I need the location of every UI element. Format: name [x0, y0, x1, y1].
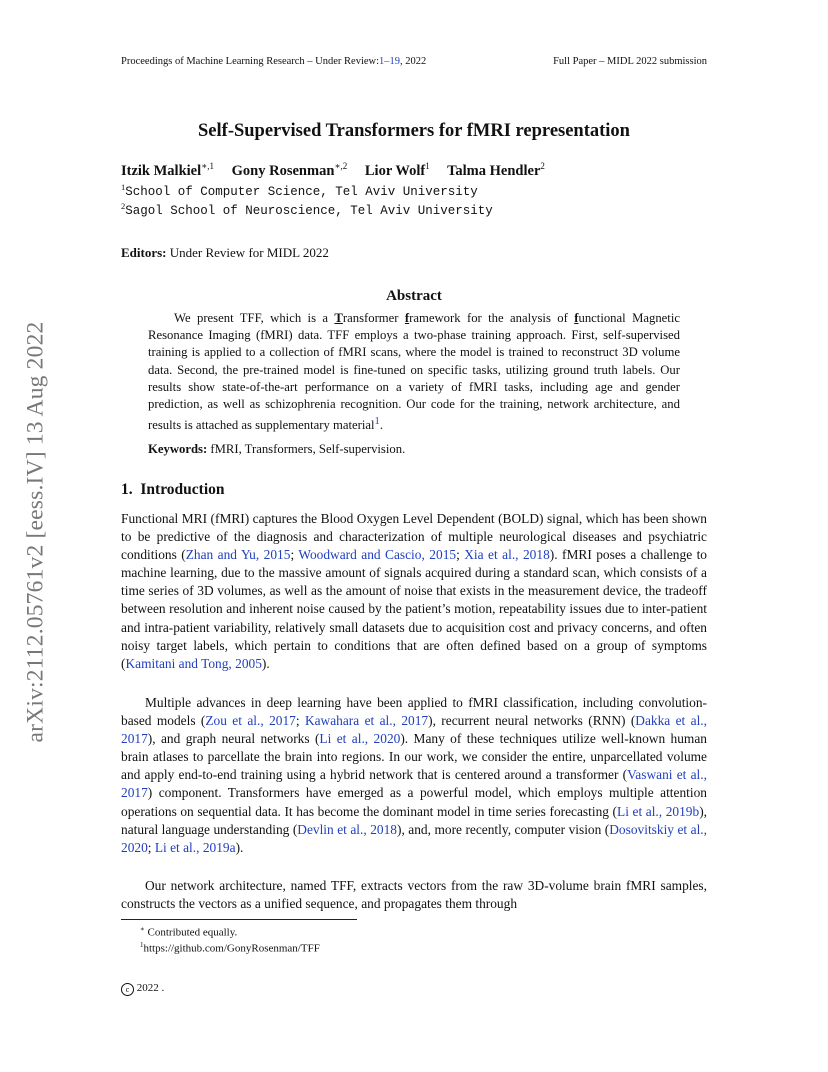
citation-link[interactable]: Woodward and Cascio, 2015: [298, 547, 457, 563]
affiliation-2: $^2$Sagol School of Neuroscience, Tel Aviv University: [121, 201, 493, 219]
intro-paragraph-1: Functional MRI (fMRI) captures the Blood Oxygen Level Dependent (BOLD) signal, which has been shown to be predictive of the diagnosis and characterization of multiple neurological diseases and psychiatric conditions (Zhan and Yu, 2015; Woodward and Cascio, 2015; Xia et al., 2018). fMRI poses a challenge to machine learning, due to the massive amount of signals acquired during a standard scan, which consists of a time series of 3D volumes, as well as the amount of noise that exists in the measurement device, the tradeoff between resolution and inherent noise caused by the patient’s motion, repeatability issues due to inter-patient and intra-patient variability, relatively small datasets due to acquisition cost and privacy concerns, and often noisy target labels, which pertain to conditions that are often defined based on a group of symptoms (Kamitani and Tong, 2005).: [121, 511, 707, 671]
abstract-heading: Abstract: [386, 288, 442, 304]
arxiv-stamp: arXiv:2112.05761v2 [eess.IV] 13 Aug 2022: [22, 321, 49, 743]
footnote-ref[interactable]: 1: [374, 416, 380, 428]
author-name: Talma Hendler: [447, 162, 541, 179]
page-range-link[interactable]: 1–19: [379, 56, 401, 67]
footnote-url[interactable]: https://github.com/GonyRosenman/TFF: [143, 942, 320, 955]
section-heading: 1. Introduction: [121, 481, 225, 498]
editors-line: Editors: Under Review for MIDL 2022: [121, 245, 329, 260]
citation-link[interactable]: Xia et al., 2018: [464, 547, 550, 563]
citation-link[interactable]: Li et al., 2019b: [617, 803, 700, 819]
copyright-line: c 2022 .: [121, 982, 164, 996]
citation-link[interactable]: Zou et al., 2017: [205, 713, 296, 729]
citation-link[interactable]: Kawahara et al., 2017: [304, 713, 429, 729]
citation-link[interactable]: Kamitani and Tong, 2005: [125, 655, 262, 671]
citation-link[interactable]: Li et al., 2019a: [154, 839, 236, 855]
citation-link[interactable]: Dakka et al., 2017: [121, 713, 707, 747]
citation-link[interactable]: Devlin et al., 2018: [297, 821, 397, 837]
footnote-rule: [121, 919, 357, 920]
citation-link[interactable]: Zhan and Yu, 2015: [185, 547, 291, 563]
footnote-1: ∗ Contributed equally.: [140, 925, 238, 939]
citation-link[interactable]: Li et al., 2020: [319, 731, 401, 747]
citation-link[interactable]: Vaswani et al., 2017: [121, 767, 707, 801]
keywords-line: Keywords: fMRI, Transformers, Self-supervision.: [148, 442, 406, 456]
paper-title: Self-Supervised Transformers for fMRI representation: [198, 121, 630, 141]
abstract-text: We present TFF, which is a Transformer framework for the analysis of functional Magnetic Resonance Imaging (fMRI) data. TFF employs a two-phase training approach. First, self-supervised training is applied to a collection of fMRI scans, where the model is trained to reconstruct 3D volume data. Second, the pre-trained model is fine-tuned on specific tasks, utilizing ground truth labels. Our results show state-of-the-art performance on a variety of fMRI tasks, including age and gender prediction, as well as schizophrenia recognition. Our code for the training, network architecture, and results is attached as supplementary material$^1$.: [148, 311, 680, 433]
affiliation-1: $^1$School of Computer Science, Tel Aviv University: [121, 182, 478, 200]
running-header-left: Proceedings of Machine Learning Research – Under Review:1–19, 2022: [121, 56, 427, 67]
citation-link[interactable]: Dosovitskiy et al., 2020: [121, 821, 707, 855]
author-affiliation-mark: ∗,2: [334, 161, 348, 171]
author-list: [121, 161, 545, 180]
author-affiliation-mark: 2: [540, 161, 545, 171]
copyright-icon: c: [121, 983, 134, 996]
author-name: Itzik Malkiel: [121, 162, 202, 179]
intro-paragraph-3: Our network architecture, named TFF, extracts vectors from the raw 3D-volume brain fMRI samples, constructs the vectors as a unified sequence, and propagates them through: [121, 878, 707, 912]
author-affiliation-mark: ∗,1: [201, 161, 215, 171]
author-name: Gony Rosenman: [231, 162, 335, 179]
author-name: Lior Wolf: [364, 162, 426, 179]
footnote-2: $^1$https://github.com/GonyRosenman/TFF: [140, 941, 320, 955]
running-header-right: Full Paper – MIDL 2022 submission: [553, 56, 707, 67]
author-affiliation-mark: 1: [425, 161, 430, 171]
intro-paragraph-2: Multiple advances in deep learning have been applied to fMRI classification, including convolution-based models (Zou et al., 2017; Kawahara et al., 2017), recurrent neural networks (RNN) (Dakka et al., 2017), and graph neural networks (Li et al., 2020). Many of these techniques utilize well-known human brain atlases to parcellate the brain into regions. In our work, we consider the entire, unparcellated volume and apply end-to-end training using a hybrid network that is centered around a transformer (Vaswani et al., 2017) component. Transformers have emerged as a powerful model, which employs multiple attention operations on sequential data. It has become the dominant model in time series forecasting (Li et al., 2019b), natural language understanding (Devlin et al., 2018), and, more recently, computer vision (Dosovitskiy et al., 2020; Li et al., 2019a).: [121, 695, 707, 855]
